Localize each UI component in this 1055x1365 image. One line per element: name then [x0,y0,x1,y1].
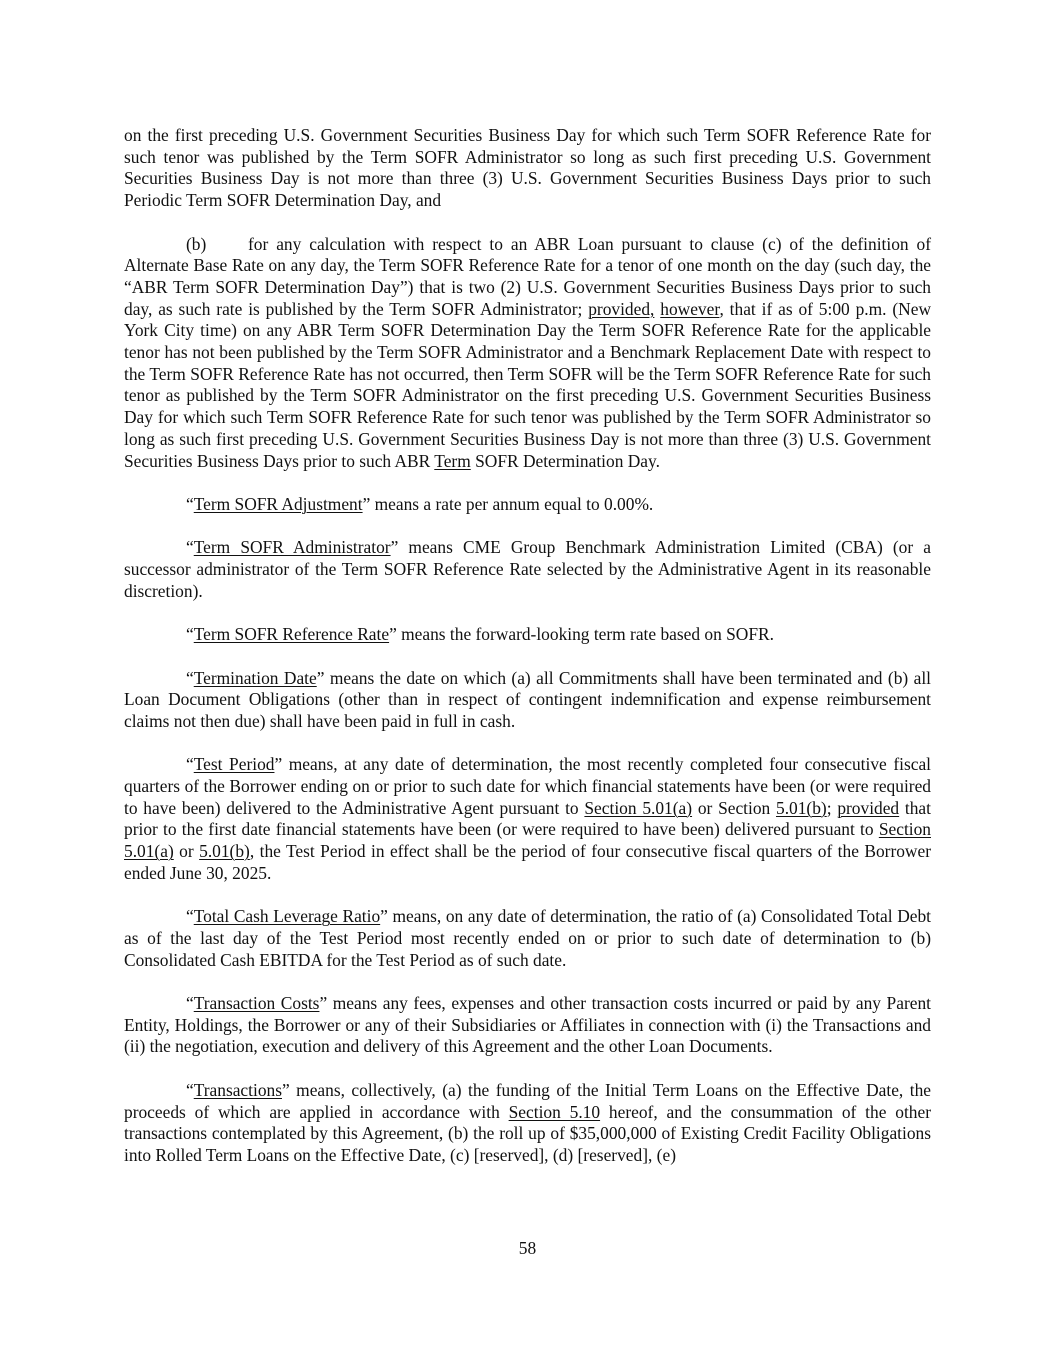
open-quote: “ [186,906,194,927]
document-page [124,125,931,1188]
defined-term: Term SOFR Adjustment [193,493,363,514]
paragraph-continuation [124,125,931,212]
term-reference: Term [434,450,471,471]
open-quote: “ [186,667,194,688]
provided-reference: provided, [588,298,655,319]
open-quote: “ [186,493,194,514]
open-quote: “ [186,993,194,1013]
page-number: 58 [518,1238,537,1258]
paragraph-text: on the first preceding U.S. Government Securities Business Day for which such Term SOFR Reference Rate for such tenor was published by the Term SOFR Administrator so long as such first preceding U.S. Government Securities Business Day is not more than three (3) U.S. Government Securities Business Days prior to such Periodic Term SOFR Determination Day, and [124,125,931,211]
definition-text: ” means, collectively, (a) the funding of the Initial Term Loans on the Effective Date, the proceeds of which are applied in accordance with [124,1079,931,1122]
open-quote: “ [186,1079,194,1100]
paragraph-text: , that if as of 5:00 p.m. (New York City time) on any ABR Term SOFR Determination Day the Term SOFR Reference Rate for the applicable tenor has not been published by the Term SOFR Administrator and a Benchmark Replacement Date with respect to the Term SOFR Reference Rate has not occurred, then Term SOFR will be the Term SOFR Reference Rate for such tenor as published by the Term SOFR Administrator on the first preceding U.S. Government Securities Business Day for which such Term SOFR Reference Rate for such tenor was published by the Term SOFR Administrator so long as such first preceding U.S. Government Securities Business Day is not more than three (3) U.S. Government Securities Business Days prior to such ABR [124,298,931,471]
definition-text: ” means CME Group Benchmark Administration Limited (CBA) (or a successor administrator of the Term SOFR Reference Rate selected by the Administrative Agent in its reasonable discretion). [124,537,932,601]
definition-text: hereof, and the consummation of the other transactions contemplated by this Agreement, (b) the roll up of $35,000,000 of Existing Credit Facility Obligations into Rolled Term Loans on the Effective Date, (c) [reserved], (d) [reserved], (e) [124,1101,931,1165]
section-reference: 5.01(b) [776,797,827,818]
definition-text: ” means the forward-looking term rate based on SOFR. [389,624,774,645]
definition-text: ” means a rate per annum equal to 0.00%. [362,493,654,514]
provided-reference: provided [837,797,900,818]
defined-term: Total Cash Leverage Ratio [193,906,381,927]
open-quote: “ [186,754,194,775]
definition-text: or Section [692,797,776,818]
section-reference: 5.01(b) [199,841,250,862]
defined-term: Test Period [193,754,275,775]
clause-b [124,234,931,473]
paragraph-text: SOFR Determination Day. [470,450,660,471]
open-quote: “ [186,537,194,558]
defined-term: Term SOFR Administrator [193,537,391,558]
section-reference: Section 5.01(a) [584,797,693,818]
paragraph-text: for any calculation with respect to an ABR Loan pursuant to clause (c) of the definition of Alternate Base Rate on any day, the Term SOFR Reference Rate for a tenor of one month on the day (such day, the “ABR Term SOFR Determination Day”) that is two (2) U.S. Government Securities Business Days prior to such day, as such rate is published by the Term SOFR Administrator; [124,233,931,319]
definition-text: ; [826,797,838,818]
definition-text: ” means the date on which (a) all Commitments shall have been terminated and (b) all Loan Document Obligations (other than in respect of contingent indemnification and expense reimbursement claims not then due) shall have been paid in full in cash. [124,667,931,731]
definition-term-sofr-reference-rate [124,624,931,646]
definition-transaction-costs [124,993,931,1058]
defined-term: Term SOFR Reference Rate [193,624,390,645]
definition-text: that prior to the first date financial statements have been (or were required to have been) delivered pursuant to [124,797,931,840]
definition-text: , the Test Period in effect shall be the period of four consecutive fiscal quarters of the Borrower ended June 30, 2025. [124,841,931,883]
definition-text: ” means, on any date of determination, the ratio of (a) Consolidated Total Debt as of the last day of the Test Period most recently ended on or prior to such date of determination to (b) Consolidated Cash EBITDA for the Test Period as of such date. [124,906,931,970]
definition-termination-date [124,668,931,733]
definition-transactions [124,1080,931,1167]
defined-term: Termination Date [193,667,317,688]
section-reference: Section 5.01(a) [124,819,931,862]
definition-total-cash-leverage-ratio [124,906,931,971]
definition-text: ” means any fees, expenses and other transaction costs incurred or paid by any Parent Entity, Holdings, the Borrower or any of their Subsidiaries or Affiliates in connection with (i) the Transactions and (ii) the negotiation, execution and delivery of this Agreement and the other Loan Documents. [124,993,931,1057]
defined-term: Transaction Costs [193,993,320,1013]
however-reference: however [660,298,720,319]
definition-term-sofr-administrator [124,537,931,602]
definition-test-period [124,754,931,884]
clause-label: (b) [186,233,207,254]
definition-term-sofr-adjustment [124,494,931,516]
section-reference: Section 5.10 [508,1101,601,1122]
definition-text: or [173,841,200,862]
open-quote: “ [186,624,194,645]
defined-term: Transactions [193,1079,282,1100]
definition-text: ” means, at any date of determination, the most recently completed four consecutive fiscal quarters of the Borrower ending on or prior to such date for which financial statements have been (or were required to have been) delivered to the Administrative Agent pursuant to [124,754,931,818]
